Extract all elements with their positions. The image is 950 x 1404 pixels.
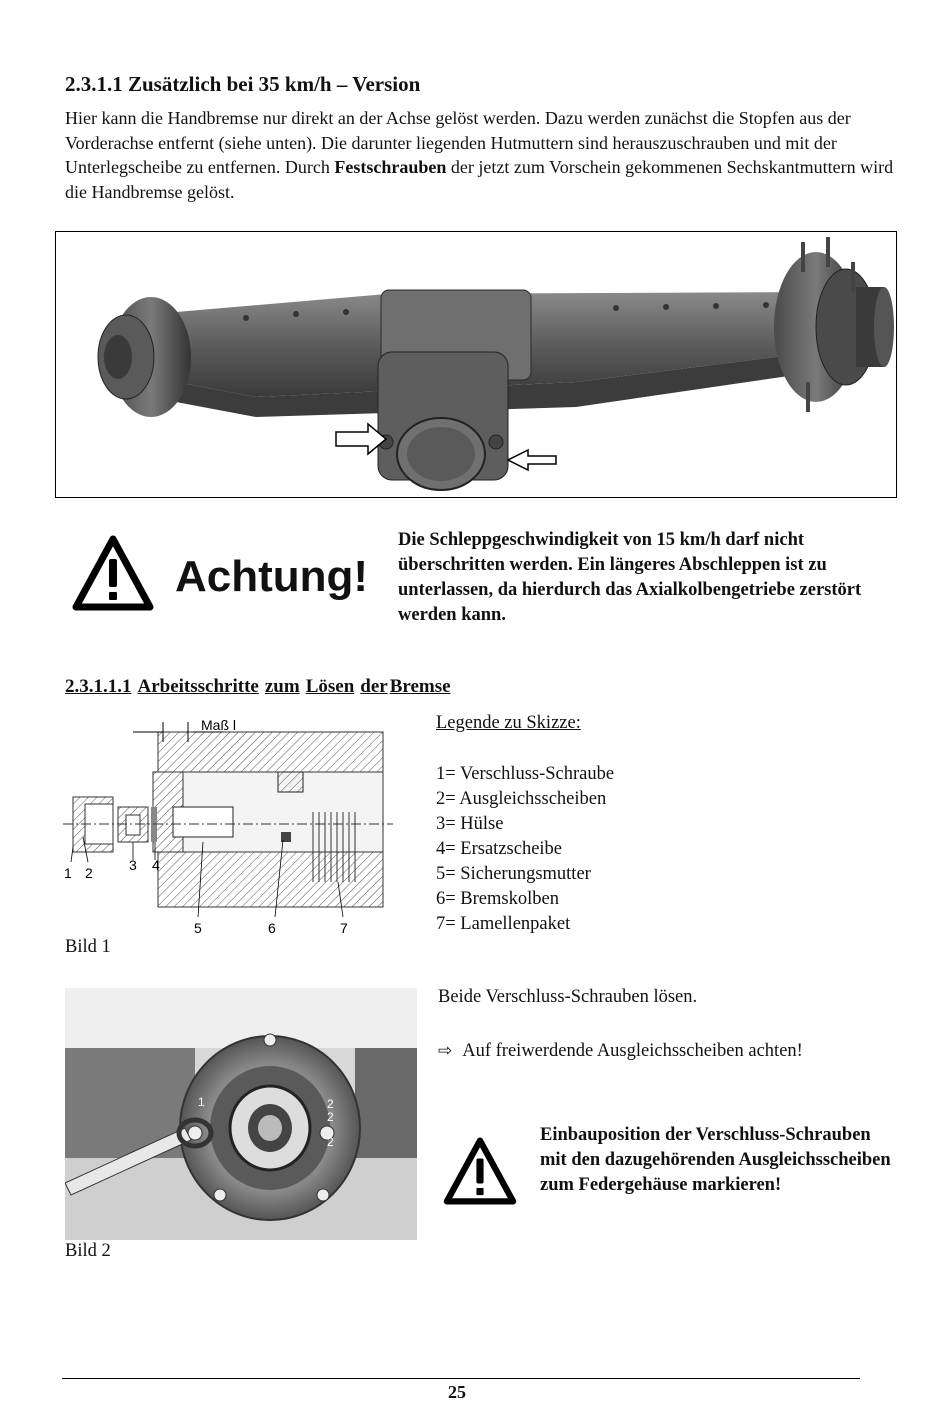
subsection-title xyxy=(65,676,457,698)
page-number: 25 xyxy=(448,1382,466,1402)
warning-icon-2 xyxy=(442,1137,518,1205)
intro-text-1: Hier kann die Handbremse nur direkt an der Achse gelöst werden. Dazu werden zunächst die Stopfen aus der Vorderachse entfernt (siehe unten). Die darunter liegenden Hutmuttern sind herauszuschrauben und mit der Unterlegscheibe zu entfernen. Durch xyxy=(65,108,851,177)
part-label-2: 2 xyxy=(85,865,93,881)
subsection-word-5: Bremse xyxy=(389,676,451,697)
part-label-7: 7 xyxy=(340,920,348,936)
legend-item: 7= Lamellenpaket xyxy=(436,914,571,934)
photo-mark-1: 1 xyxy=(198,1095,205,1109)
part-label-5: 5 xyxy=(194,920,202,936)
photo-mark-2: 2 xyxy=(327,1097,334,1111)
legend-item: 1= Verschluss-Schraube xyxy=(436,764,615,784)
part-label-3: 3 xyxy=(129,857,137,873)
legend-item: 2= Ausgleichsscheiben xyxy=(436,789,607,809)
dimension-label: Maß l xyxy=(201,717,236,733)
axle-photo xyxy=(56,232,895,496)
hollow-arrow-right-icon: ⇨ xyxy=(438,1041,453,1061)
footer-divider xyxy=(62,1378,860,1379)
intro-text-2: der jetzt zum Vorschein gekommenen Sechskantmuttern wird die Handbremse gelöst. xyxy=(65,157,894,202)
intro-paragraph xyxy=(65,106,895,204)
step-2-text: Auf freiwerdende Ausgleichsscheiben achten! xyxy=(462,1041,803,1061)
subsection-number: 2.3.1.1.1 xyxy=(65,676,132,697)
figure1-caption: Bild 1 xyxy=(65,937,111,957)
step-1: Beide Verschluss-Schrauben lösen. xyxy=(438,987,698,1007)
legend-list xyxy=(436,762,614,937)
legend-title: Legende zu Skizze: xyxy=(436,713,581,733)
legend-item: 4= Ersatzscheibe xyxy=(436,839,563,859)
warning-heading: Achtung! xyxy=(175,552,369,601)
subsection-word-1: Arbeitsschritte xyxy=(137,676,259,697)
photo-mark-3: 2 xyxy=(327,1110,334,1124)
part-label-6: 6 xyxy=(268,920,276,936)
warning-text: Die Schleppgeschwindigkeit von 15 km/h darf nicht überschritten werden. Ein längeres Abschleppen ist zu unterlassen, da hierdurch das Axialkolbengetriebe zerstört werden kann. xyxy=(398,530,862,625)
figure2-caption: Bild 2 xyxy=(65,1241,111,1261)
section-title: 2.3.1.1 Zusätzlich bei 35 km/h – Version xyxy=(65,72,421,96)
step-2 xyxy=(438,1041,803,1062)
part-label-1: 1 xyxy=(64,865,72,881)
legend-item: 6= Bremskolben xyxy=(436,889,559,909)
legend-item: 3= Hülse xyxy=(436,814,504,834)
subsection-word-4: der xyxy=(360,676,388,697)
legend-item: 5= Sicherungsmutter xyxy=(436,864,591,884)
brake-cross-section-diagram xyxy=(63,712,393,942)
photo-mark-4: 2 xyxy=(327,1135,334,1149)
warning-2-text: Einbauposition der Verschluss-Schrauben mit den dazugehörenden Ausgleichsscheiben zum Federgehäuse markieren! xyxy=(540,1125,891,1195)
warning-icon xyxy=(72,535,154,611)
brake-hub-photo xyxy=(65,988,417,1240)
subsection-word-3: Lösen xyxy=(305,676,355,697)
axle-photo-frame xyxy=(55,231,897,498)
intro-bold: Festschrauben xyxy=(334,157,447,177)
part-label-4: 4 xyxy=(152,857,160,873)
subsection-word-2: zum xyxy=(264,676,300,697)
